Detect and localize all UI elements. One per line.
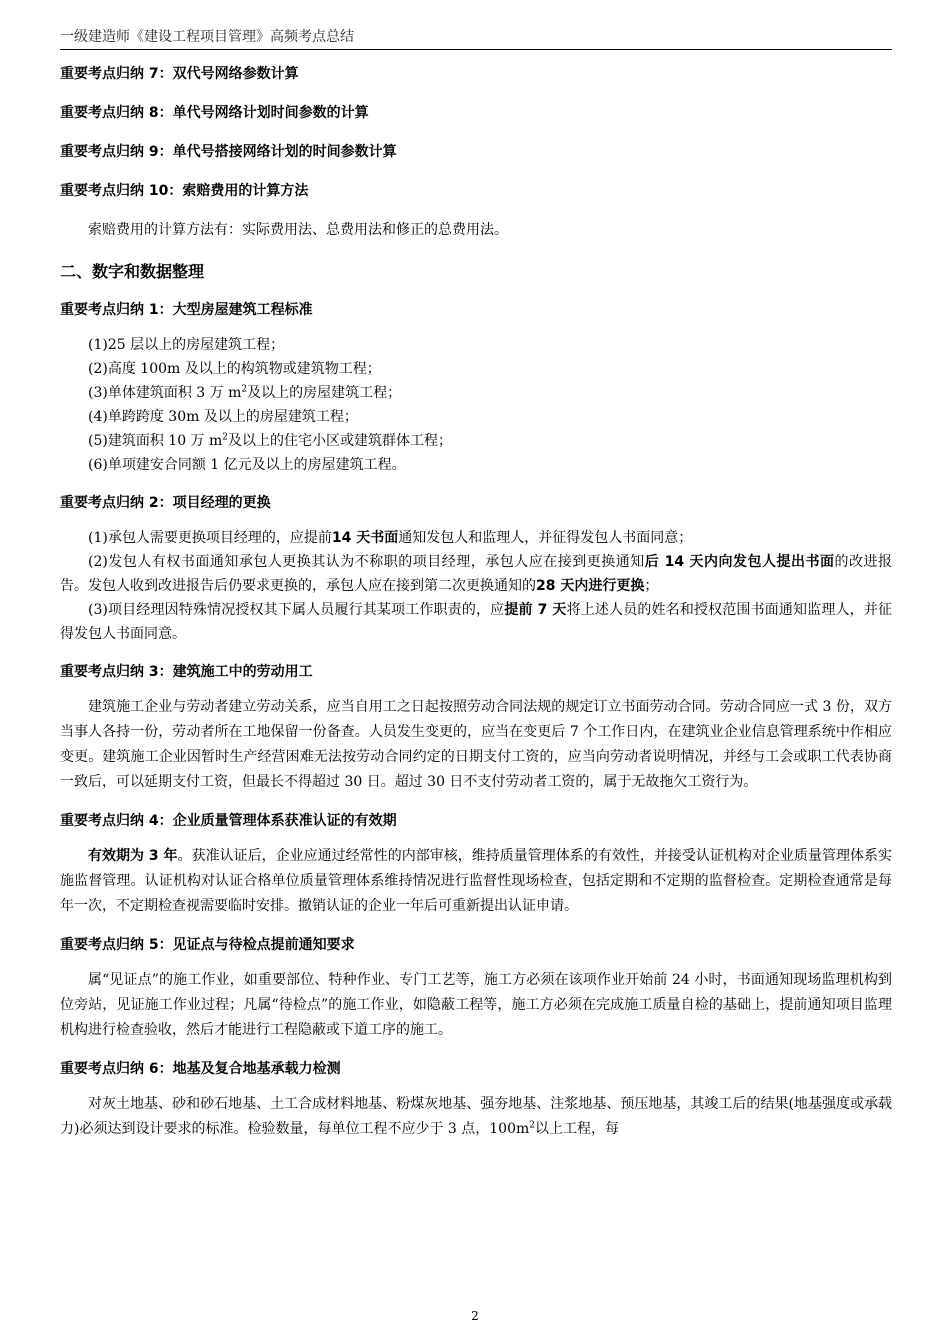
list-item: (5)建筑面积 10 万 $m^2$及以上的住宅小区或建筑群体工程；: [88, 432, 453, 449]
heading-10: 重要考点归纳 10：索赔费用的计算方法: [60, 183, 309, 199]
running-header: 一级建造师《建设工程项目管理》高频考点总结: [60, 26, 892, 50]
heading-3: 重要考点归纳 3：建筑施工中的劳动用工: [60, 664, 313, 680]
list-item: (3)单体建筑面积 3 万 $m^2$及以上的房屋建筑工程；: [88, 384, 402, 401]
heading-5: 重要考点归纳 5：见证点与待检点提前通知要求: [60, 937, 355, 953]
certification-paragraph: 有效期为 3 年。获准认证后，企业应通过经常性的内部审核，维持质量管理体系的有效性，并接受认证机构对企业质量管理体系实施监督管理。认证机构对认证合格单位质量管理体系维持情况进行监督性现场检查，包括定期和不定期的监督检查。定期检查通常是每年一次，不定期检查视需要临时安排。撤销认证的企业一年后可重新提出认证申请。: [60, 848, 892, 914]
list-item: (2)高度 100m 及以上的构筑物或建筑物工程；: [88, 361, 381, 377]
pm-replacement-list: [60, 526, 892, 646]
labor-paragraph: 建筑施工企业与劳动者建立劳动关系，应当自用工之日起按照劳动合同法规的规定订立书面劳动合同。劳动合同应一式 3 份，双方当事人各持一份，劳动者所在工地保留一份备查。人员发生变更的，应当在变更后 7 个工作日内，在建筑业企业信息管理系统中作相应变更。建筑施工企业因暂时生产经营困难无法按劳动合同约定的日期支付工资的，应当向劳动者说明情况，并经与工会或职工代表协商一致后，可以延期支付工资，但最长不得超过 30 日。超过 30 日不支付劳动者工资的，属于无故拖欠工资行为。: [60, 699, 892, 790]
list-item: (2)发包人有权书面通知承包人更换其认为不称职的项目经理，承包人应在接到更换通知后 14 天内向发包人提出书面的改进报告。发包人收到改进报告后仍要求更换的，承包人应在接到第二次更换通知的28 天内进行更换；: [60, 554, 892, 594]
section-title: 二、数字和数据整理: [60, 262, 205, 281]
list-item: (1)25 层以上的房屋建筑工程；: [88, 337, 285, 353]
list-item: (1)承包人需要更换项目经理的，应提前14 天书面通知发包人和监理人，并征得发包人书面同意；: [88, 530, 693, 546]
list-item: (6)单项建安合同额 1 亿元及以上的房屋建筑工程。: [88, 457, 406, 473]
heading-1: 重要考点归纳 1：大型房屋建筑工程标准: [60, 302, 313, 318]
large-building-standard-list: [60, 333, 892, 477]
heading-9: 重要考点归纳 9：单代号搭接网络计划的时间参数计算: [60, 144, 397, 160]
claims-paragraph: 索赔费用的计算方法有：实际费用法、总费用法和修正的总费用法。: [88, 222, 508, 238]
list-item: (4)单跨跨度 30m 及以上的房屋建筑工程；: [88, 409, 358, 425]
heading-8: 重要考点归纳 8：单代号网络计划时间参数的计算: [60, 105, 369, 121]
page-number: 2: [471, 1309, 479, 1323]
page-content: [60, 58, 892, 1142]
heading-7: 重要考点归纳 7：双代号网络参数计算: [60, 66, 299, 82]
inspection-point-paragraph: 属“见证点”的施工作业，如重要部位、特种作业、专门工艺等，施工方必须在该项作业开始前 24 小时，书面通知现场监理机构到位旁站，见证施工作业过程；凡属“待检点”的施工作业，如隐蔽工程等，施工方必须在完成施工质量自检的基础上，提前通知项目监理机构进行检查验收，然后才能进行工程隐蔽或下道工序的施工。: [60, 972, 892, 1038]
heading-2: 重要考点归纳 2：项目经理的更换: [60, 495, 271, 511]
list-item: (3)项目经理因特殊情况授权其下属人员履行其某项工作职责的，应提前 7 天将上述人员的姓名和授权范围书面通知监理人，并征得发包人书面同意。: [60, 602, 892, 642]
foundation-paragraph: 对灰土地基、砂和砂石地基、土工合成材料地基、粉煤灰地基、强夯地基、注浆地基、预压地基，其竣工后的结果(地基强度或承载力)必须达到设计要求的标准。检验数量，每单位工程不应少于 3 点，$100m^2$以上工程，每: [60, 1096, 892, 1137]
heading-4: 重要考点归纳 4：企业质量管理体系获准认证的有效期: [60, 813, 397, 829]
heading-6: 重要考点归纳 6：地基及复合地基承载力检测: [60, 1061, 341, 1077]
